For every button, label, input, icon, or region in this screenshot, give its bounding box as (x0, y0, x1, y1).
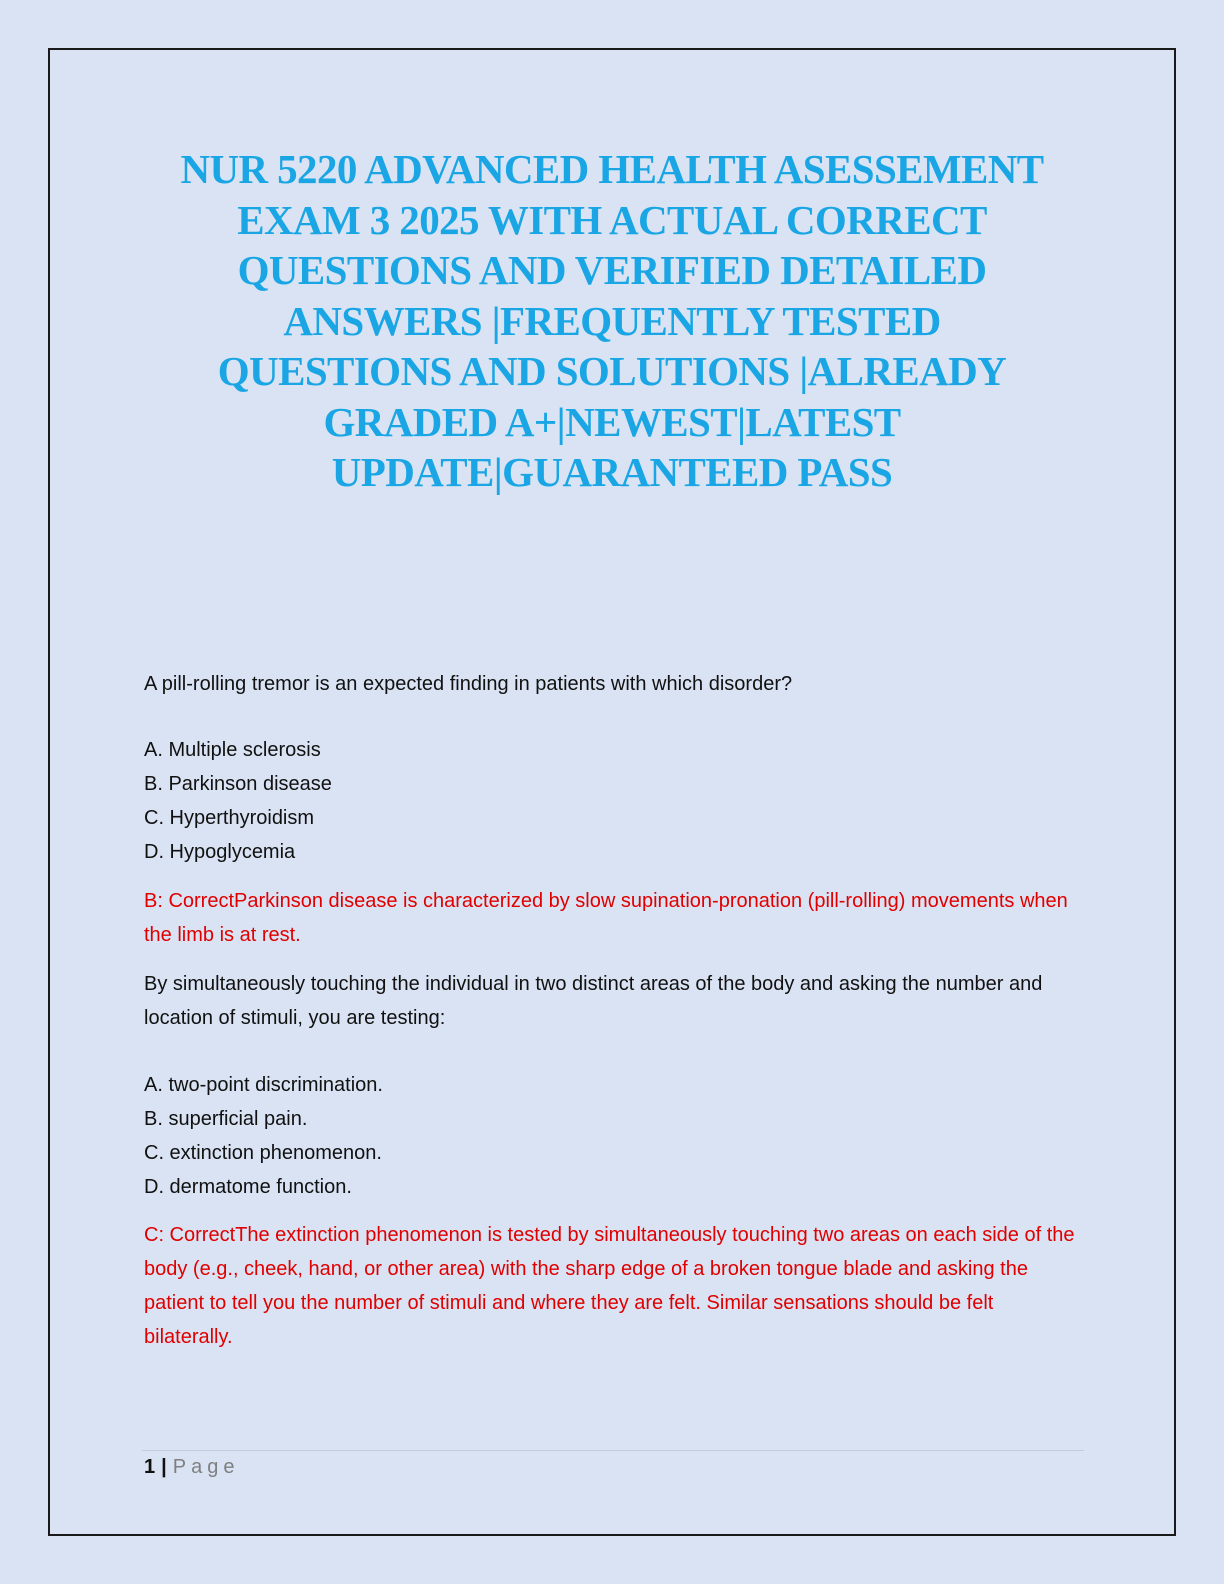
option-item: B. Parkinson disease (144, 773, 332, 795)
title-line: NUR 5220 ADVANCED HEALTH ASESSEMENT (180, 146, 1044, 192)
title-line: QUESTIONS AND VERIFIED DETAILED (237, 247, 987, 293)
option-item: D. Hypoglycemia (144, 841, 296, 863)
title-line: QUESTIONS AND SOLUTIONS |ALREADY (217, 348, 1007, 394)
option-item: D. dermatome function. (144, 1176, 352, 1198)
option-item: B. superficial pain. (144, 1108, 308, 1130)
question-2-answer: C: CorrectThe extinction phenomenon is tested by simultaneously touching two areas on each side of the body (e.g., cheek, hand, or other area) with the sharp edge of a broken tongue blade and asking the patient to tell you the number of stimuli and where they are felt. Similar sensations should be felt bilaterally. (144, 1224, 1075, 1348)
option-item: C. Hyperthyroidism (144, 807, 315, 829)
page-label: Page (172, 1456, 240, 1478)
footer-separator: | (161, 1456, 167, 1478)
page-footer (144, 1452, 239, 1482)
title-line: UPDATE|GUARANTEED PASS (331, 449, 893, 495)
footer-divider (142, 1450, 1084, 1451)
question-1-answer: B: CorrectParkinson disease is characterized by slow supination-pronation (pill-rolling) movements when the limb is at rest. (144, 890, 1068, 946)
option-item: A. two-point discrimination. (144, 1074, 383, 1096)
document-title (140, 144, 1084, 498)
title-line: ANSWERS |FREQUENTLY TESTED (283, 297, 941, 344)
option-item: C. extinction phenomenon. (144, 1142, 382, 1164)
option-item: A. Multiple sclerosis (144, 739, 321, 761)
question-1-options (144, 733, 1084, 869)
question-1-stem: A pill-rolling tremor is an expected finding in patients with which disorder? (144, 673, 793, 695)
question-2-stem: By simultaneously touching the individual in two distinct areas of the body and asking the number and location of stimuli, you are testing: (144, 973, 1043, 1029)
question-2-options (144, 1068, 1084, 1204)
page-number: 1 (144, 1456, 156, 1478)
title-line: EXAM 3 2025 WITH ACTUAL CORRECT (237, 196, 987, 243)
title-line: GRADED A+|NEWEST|LATEST (323, 398, 901, 445)
